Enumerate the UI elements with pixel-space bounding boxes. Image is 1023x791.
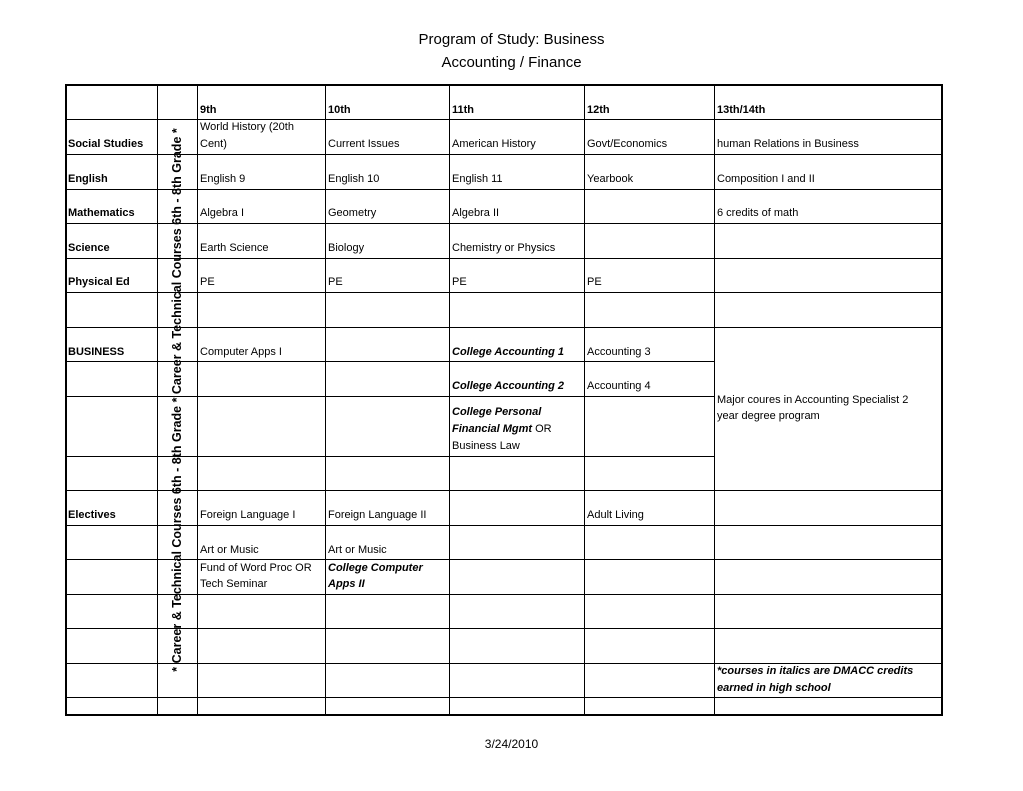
electives-9th-row3-line1: Fund of Word Proc OR — [200, 562, 312, 574]
header-9th: 9th — [200, 104, 217, 116]
business-11th-row3-line3: Business Law — [452, 440, 520, 452]
business-11th-row3-line1: College Personal — [452, 406, 542, 418]
header-13th-14th: 13th/14th — [717, 104, 766, 116]
pe-12th: PE — [587, 276, 602, 288]
science-11th: Chemistry or Physics — [452, 242, 556, 254]
column-line — [157, 85, 158, 715]
english-10th: English 10 — [328, 173, 380, 185]
social-11th: American History — [452, 138, 536, 150]
column-line — [449, 85, 450, 715]
or-text: OR — [535, 423, 552, 435]
science-10th: Biology — [328, 242, 365, 254]
pe-10th: PE — [328, 276, 343, 288]
electives-12th: Adult Living — [587, 509, 644, 521]
header-10th: 10th — [328, 104, 351, 116]
english-9th: English 9 — [200, 173, 246, 185]
business-13th-line2: year degree program — [717, 410, 820, 422]
column-line — [584, 85, 585, 715]
social-9th-line1: World History (20th — [200, 121, 294, 133]
header-12th: 12th — [587, 104, 610, 116]
row-label-physical-ed: Physical Ed — [68, 276, 130, 288]
column-line — [714, 85, 715, 715]
electives-10th-row3-line1: College Computer — [328, 562, 423, 574]
row-label-social-studies: Social Studies — [68, 138, 144, 150]
row-label-electives: Electives — [68, 509, 116, 521]
english-11th: English 11 — [452, 173, 503, 185]
business-13th-line1: Major coures in Accounting Specialist 2 — [717, 394, 909, 406]
row-line — [66, 396, 715, 397]
electives-10th-row3-line2: Apps II — [328, 578, 365, 590]
electives-9th-row2: Art or Music — [200, 544, 259, 556]
vertical-label — [167, 84, 187, 716]
row-line — [66, 456, 715, 457]
english-12th: Yearbook — [587, 173, 634, 185]
social-12th: Govt/Economics — [587, 138, 668, 150]
row-label-mathematics: Mathematics — [68, 207, 135, 219]
pe-9th: PE — [200, 276, 215, 288]
column-line — [325, 85, 326, 715]
math-9th: Algebra I — [200, 207, 245, 219]
math-10th: Geometry — [328, 207, 377, 219]
column-line — [197, 85, 198, 715]
row-line — [66, 361, 715, 362]
business-11th: College Accounting 1 — [452, 346, 565, 358]
electives-10th-row2: Art or Music — [328, 544, 387, 556]
note-line2: earned in high school — [717, 682, 831, 694]
social-10th: Current Issues — [328, 138, 400, 150]
english-13th: Composition I and II — [717, 173, 815, 185]
science-9th: Earth Science — [200, 242, 269, 254]
note-line1: *courses in italics are DMACC credits — [717, 665, 914, 677]
business-12th-row2: Accounting 4 — [587, 380, 651, 392]
business-11th-row3-line2 — [452, 421, 552, 437]
electives-9th-row3-line2: Tech Seminar — [200, 578, 268, 590]
header-11th: 11th — [452, 104, 475, 116]
electives-9th: Foreign Language I — [200, 509, 296, 521]
page-subtitle: Accounting / Finance — [441, 54, 582, 71]
row-label-english: English — [68, 173, 108, 185]
business-11th-row2: College Accounting 2 — [452, 380, 565, 392]
business-12th: Accounting 3 — [587, 346, 651, 358]
vertical-label-text: * Career & Technical Courses 6th - 8th Grade * Career & Technical Courses 6th - 8th Grade * — [170, 128, 184, 672]
business-9th: Computer Apps I — [200, 346, 282, 358]
row-label-science: Science — [68, 242, 110, 254]
math-13th: 6 credits of math — [717, 207, 799, 219]
row-label-business: BUSINESS — [68, 346, 125, 358]
pe-11th: PE — [452, 276, 467, 288]
social-9th-line2: Cent) — [200, 138, 227, 150]
page-title: Program of Study: Business — [418, 31, 605, 48]
financial-mgmt-text: Financial Mgmt — [452, 423, 533, 435]
math-11th: Algebra II — [452, 207, 500, 219]
electives-10th: Foreign Language II — [328, 509, 427, 521]
social-13th: human Relations in Business — [717, 138, 859, 150]
footer-date: 3/24/2010 — [484, 737, 539, 751]
